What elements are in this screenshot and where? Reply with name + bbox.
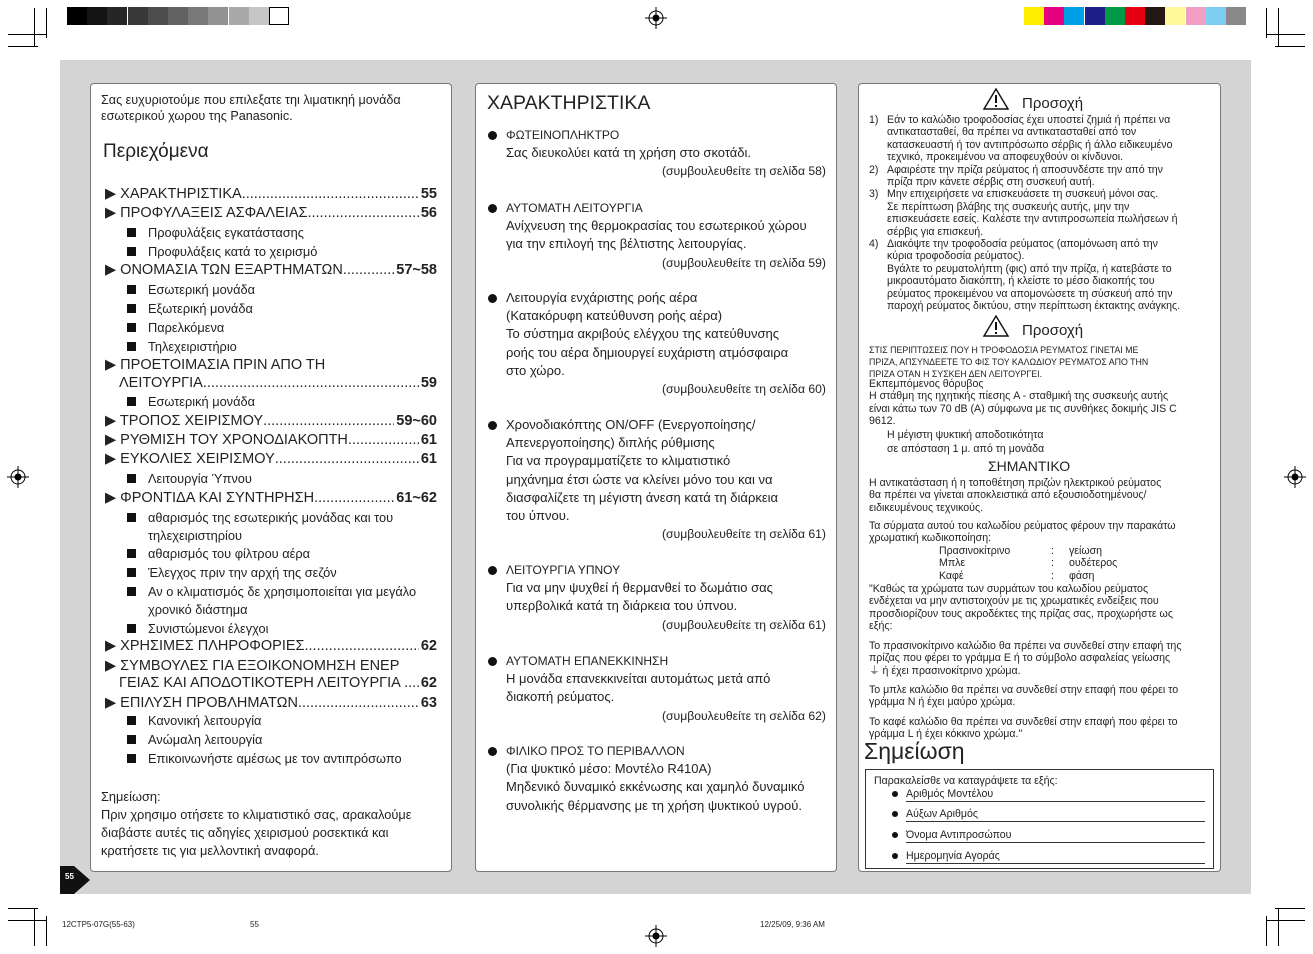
feature-line: Σας διευκολύει κατά τη χρήση στο σκοτάδι.	[506, 145, 752, 161]
gray-swatch	[208, 7, 228, 25]
toc-subitem-label: χρονικό διάστημα	[148, 602, 248, 617]
bullet-square-icon	[127, 323, 136, 332]
toc-label: ▶ ΠΡΟΕΤΟΙΜΑΣΙΑ ΠΡΙΝ ΑΠΟ ΤΗ	[105, 357, 326, 373]
feature-item	[488, 199, 826, 272]
feature-reference: (συμβουλευθείτε τη σελίδα 61)	[661, 617, 826, 632]
toc-subitem-label: Εσωτερική μονάδα	[148, 282, 256, 297]
color-swatch	[1085, 7, 1105, 25]
toc-subitem-label: Παρελκόμενα	[148, 320, 225, 335]
brown-wire-line: Το καφέ καλώδιο θα πρέπει να συνδεθεί στην επαφή που φέρει το	[869, 716, 1178, 728]
caution-number: 4)	[869, 238, 879, 250]
caution-number: 3)	[869, 188, 879, 201]
toc-page: 56	[420, 205, 437, 221]
wire-color: Καφέ	[939, 569, 964, 582]
color-swatch	[1186, 7, 1206, 25]
wires-intro-line: χρωματική κωδικοποίηση:	[869, 532, 992, 545]
record-intro: Παρακαλείσθε να καταγράψετε τα εξής:	[874, 775, 1058, 787]
registration-mark-left	[7, 466, 29, 488]
bullet-dot-icon	[488, 747, 497, 756]
toc-subitem	[127, 224, 304, 242]
record-field-label: Όνομα Αντιπροσώπου	[906, 829, 1012, 841]
toc-leader	[343, 261, 394, 279]
important-title: ΣΗΜΑΝΤΙΚΟ	[988, 458, 1071, 474]
color-swatch	[1125, 7, 1145, 25]
color-swatch	[1064, 7, 1084, 25]
registration-mark-right	[1284, 466, 1306, 488]
caution-line: μικροαυτόματο διακόπτη, ή κλείστε το μέσο διακοπής του	[887, 275, 1155, 288]
toc-label: ▶ ΣΥΜΒΟΥΛΕΣ ΓΙΑ ΕΞΟΙΚΟΝΟΜΗΣΗ ΕΝΕΡ	[105, 658, 400, 674]
noise-line: Εκπεμπόμενος θόρυβος	[869, 378, 984, 390]
toc-leader	[263, 412, 394, 430]
toc-entry	[105, 412, 437, 430]
toc-subitem-label: τηλεχειριστηρίου	[148, 528, 242, 543]
caution-line: κύρια τροφοδοσία ρεύματος).	[887, 250, 1025, 263]
warning-triangle-icon	[983, 88, 1009, 110]
contents-title: Περιεχόμενα	[103, 141, 209, 162]
toc-subitem-label: αθαρισμός της εσωτερικής μονάδας και του	[148, 510, 394, 525]
feature-reference: (συμβουλευθείτε τη σελίδα 58)	[661, 164, 826, 179]
toc-page: 61	[420, 432, 437, 448]
feature-heading: Χρονοδιακόπτης ON/OFF (Ενεργοποίησης/	[506, 417, 756, 432]
toc-leader	[305, 637, 419, 655]
toc-leader	[412, 674, 419, 692]
feature-line: (Κατακόρυφη κατεύθυνση ροής αέρα)	[506, 308, 723, 324]
record-field-line	[906, 863, 1205, 864]
caution-number: 2)	[869, 163, 879, 176]
brown-wire-line: γράμμα L ή έχει κόκκινο χρώμα."	[869, 728, 1023, 741]
capacity-line: Η μέγιστη ψυκτική αποδοτικότητα	[887, 429, 1044, 441]
feature-line: Ανίχνευση της θερμοκρασίας του εσωτερικού χώρου	[506, 218, 807, 234]
toc-subitem	[127, 564, 337, 582]
caution2-line: ΠΡΙΖΑ ΟΤΑΝ Η ΣΥΣΚΕΗ ΔΕΝ ΛΕΙΤΟΥΡΓΕΙ.	[869, 369, 1043, 379]
feature-item	[488, 561, 826, 634]
bullet-dot-icon	[488, 421, 497, 430]
toc-subitem-label: Συνιστώμενοι έλεγχοι	[148, 621, 269, 636]
toc-entry	[105, 261, 437, 279]
caution2-title: Προσοχή	[1022, 322, 1084, 339]
toc-entry	[105, 204, 437, 222]
bullet-dot-icon	[488, 131, 497, 140]
toc-page: 62	[420, 638, 437, 654]
gray-swatch	[128, 7, 148, 25]
toc-page: 55	[420, 186, 437, 202]
caution-line: Αφαιρέστε την πρίζα ρεύματος ή αποσυνδέστε την από την	[887, 163, 1163, 176]
caution2-line: ΣΤΙΣ ΠΕΡΙΠΤΩΣΕΙΣ ΠΟΥ Η ΤΡΟΦΟΔΟΣΙΑ ΡΕΥΜΑΤΟΣ ΓΙΝΕΤΑΙ ΜΕ	[869, 345, 1139, 355]
toc-subitem	[127, 300, 253, 318]
color-swatch	[1165, 7, 1185, 25]
bullet-dot-icon	[892, 853, 898, 859]
bullet-dot-icon	[488, 566, 497, 575]
intro-text: Σας ευχυριοτούμε που επιλεξατε τηι λιματικηή μονάδα εσωτερικού χωρου της Panasonic.	[101, 93, 401, 123]
toc-subitem-label: Εξωτερική μονάδα	[148, 301, 253, 316]
gray-swatch	[67, 7, 87, 25]
toc-leader	[242, 185, 419, 203]
feature-heading: ΛΕΙΤΟΥΡΓΙΑ ΥΠΝΟΥ	[506, 563, 621, 577]
page-badge-number: 55	[65, 872, 74, 881]
important-line: ειδικευμένους τεχνικούς.	[869, 501, 984, 514]
toc-subitem-label: αθαρισμός του φίλτρου αέρα	[148, 546, 311, 561]
feature-line: Μηδενικό δυναμικό εκκένωσης και χαμηλό δυναμικό	[506, 779, 805, 795]
bullet-dot-icon	[892, 832, 898, 838]
wires-note-line: εξής:	[869, 620, 893, 633]
feature-item	[488, 126, 826, 181]
feature-heading: Λειτουργία ενχάριστης ροής αέρα	[506, 290, 698, 305]
gray-swatch	[188, 7, 208, 25]
bullet-square-icon	[127, 285, 136, 294]
toc-subitem-label: Λειτουργία Ύπνου	[148, 471, 252, 486]
bullet-dot-icon	[892, 811, 898, 817]
toc-subitem-label: Αν ο κλιματισμός δε χρησιμοποιείται για μεγάλο	[148, 584, 417, 599]
feature-item	[488, 652, 826, 725]
toc-subitem	[148, 527, 242, 545]
bullet-dot-icon	[892, 791, 898, 797]
toc-entry	[105, 185, 437, 203]
toc-leader	[348, 431, 419, 449]
toc-label: ▶ ΤΡΟΠΟΣ ΧΕΙΡΙΣΜΟΥ	[105, 413, 264, 429]
bullet-square-icon	[127, 587, 136, 596]
toc-page: 59	[420, 375, 437, 391]
record-field-line	[906, 842, 1205, 843]
toc-page: 61~62	[396, 490, 437, 506]
green-wire-line: πρίζας που φέρει το γράμμα E ή το σύμβολο ασφαλείας γείωσης	[869, 652, 1171, 665]
toc-leader	[275, 450, 419, 468]
note-line: Πριν χρησιμο οτήσετε το κλιματιστικό σας, αρακαλούμε	[101, 807, 412, 822]
toc-entry	[119, 674, 437, 692]
gray-swatch	[229, 7, 249, 25]
wire-meaning: γείωση	[1069, 545, 1103, 557]
caution-line: επισκευάσετε εσείς. Καλέστε την αντιπροσωπεία πωλήσεων ή	[887, 213, 1178, 226]
toc-subitem-label: Έλεγχος πριν την αρχή της σεζόν	[148, 565, 337, 580]
bullet-dot-icon	[488, 657, 497, 666]
color-swatch	[1105, 7, 1125, 25]
feature-item	[488, 742, 826, 815]
color-swatch	[1145, 7, 1165, 25]
note-line: διαβάστε αυτές τις αδηγίες χειρισμού ροσεκτικά και	[101, 825, 389, 840]
feature-reference: (συμβουλευθείτε τη σελίδα 60)	[661, 382, 826, 397]
caution-line: Διακόψτε την τροφοδοσία ρεύματος (απομόνωση από την	[887, 238, 1158, 250]
record-field-label: Αριθμός Μοντέλου	[906, 788, 994, 800]
footer-page: 55	[250, 920, 259, 929]
features-title: ΧΑΡΑΚΤΗΡΙΣΤΙΚΑ	[487, 92, 651, 114]
blue-wire-line: γράμμα N ή έχει μαύρο χρώμα.	[869, 696, 1016, 709]
caution-line: Εάν το καλώδιο τροφοδοσίας έχει υποστεί ζημιά ή πρέπει να	[887, 114, 1171, 126]
feature-heading: ΑΥΤΟΜΑΤΗ ΛΕΙΤΟΥΡΓΙΑ	[506, 201, 643, 215]
toc-subitem	[127, 712, 261, 730]
toc-subitem	[127, 319, 224, 337]
feature-body	[506, 126, 826, 181]
record-field-line	[906, 821, 1205, 822]
noise-line: 9612.	[869, 415, 896, 428]
feature-line: Απενεργοποίησης) διπλής ρύθμισης	[506, 435, 715, 451]
toc-label: ▶ ΡΥΘΜΙΣΗ ΤΟΥ ΧΡΟΝΟΔΙΑΚΟΠΤΗ	[105, 432, 348, 448]
toc-label: ▶ ΕΥΚΟΛΙΕΣ ΧΕΙΡΙΣΜΟΥ	[105, 451, 275, 467]
toc-label: ▶ ΕΠΙΛΥΣΗ ΠΡΟΒΛΗΜΑΤΩΝ	[105, 695, 298, 711]
bullet-square-icon	[127, 513, 136, 522]
important-line: θα πρέπει να γίνεται αποκλειστικά από εξουσιοδοτημένους/	[869, 489, 1147, 502]
wire-meaning: φάση	[1069, 569, 1095, 582]
features-panel	[475, 83, 837, 872]
feature-item	[488, 289, 826, 398]
toc-entry	[105, 657, 437, 675]
footer-timestamp: 12/25/09, 9:36 AM	[760, 920, 825, 929]
bullet-square-icon	[127, 228, 136, 237]
feature-body	[506, 742, 826, 815]
warning-triangle-icon-2	[983, 315, 1009, 337]
toc-label: ▶ ΧΡΗΣΙΜΕΣ ΠΛΗΡΟΦΟΡΙΕΣ	[105, 638, 305, 654]
color-swatch	[1024, 7, 1044, 25]
toc-page: 62	[420, 675, 437, 691]
note-line: κρατήσετε τις για μελλοντική αναφορά.	[101, 843, 319, 858]
color-swatch	[1206, 7, 1226, 25]
feature-line: Για να μην ψυχθεί ή θερμανθεί το δωμάτιο σας	[506, 580, 773, 596]
toc-entry	[105, 637, 437, 655]
feature-line: διακοπή ρεύματος.	[506, 689, 615, 705]
caution-line: ρεύματος προκειμένου να απομονώσετε τη σύσκευή από την	[887, 287, 1173, 300]
noise-line: Η στάθμη της ηχητικής πίεσης A - σταθμική της συσκευής αυτής	[869, 390, 1169, 403]
caution-line: Σε περίπτωση βλάβης της συσκευής αυτής, μην την	[887, 200, 1130, 213]
toc-subitem-label: Προφυλάξεις εγκατάστασης	[148, 225, 304, 240]
feature-line: ροής του αέρα δημιουργεί ευχάριστη ατμόσφαιρα	[506, 344, 789, 360]
registration-mark-bottom	[645, 925, 667, 947]
bullet-square-icon	[127, 474, 136, 483]
caution-line: αντικατασταθεί, θα πρέπει να αντικατασταθεί από τον	[887, 126, 1137, 139]
feature-line: συνολικής θέρμανσης με τη χρήση ψυκτικού υγρού.	[506, 797, 803, 813]
feature-heading: ΦΩΤΕΙΝΟΠΛΗΚΤΡΟ	[506, 128, 620, 142]
bullet-dot-icon	[488, 294, 497, 303]
feature-line: (Για ψυκτικό μέσο: Μοντέλο R410A)	[506, 761, 712, 777]
toc-leader	[298, 694, 419, 712]
toc-subitem	[127, 583, 416, 601]
important-line: Η αντικατάσταση ή η τοποθέτηση πριζών ηλεκτρικού ρεύματος	[869, 477, 1162, 489]
toc-subitem-label: Επικοινωνήστε αμέσως με τον αντιπρόσωπο	[148, 751, 402, 766]
toc-subitem-label: Κανονική λειτουργία	[148, 713, 262, 728]
bullet-square-icon	[127, 247, 136, 256]
note-heading: Σημείωση	[864, 738, 965, 764]
blue-wire-line: Το μπλε καλώδιο θα πρέπει να συνδεθεί στην επαφή που φέρει το	[869, 684, 1179, 696]
feature-line: Το σύστημα ακριβούς ελέγχου της κατεύθυνσης	[506, 326, 779, 342]
feature-item	[488, 416, 826, 543]
gray-swatch	[148, 7, 168, 25]
toc-label: ▶ ΠΡΟΦΥΛΑΞΕΙΣ ΑΣΦΑΛΕΙΑΣ	[105, 205, 308, 221]
feature-body	[506, 561, 826, 634]
caution-line: τεχνικό, προκειμένου να αποφευχθούν οι κίνδυνοι.	[887, 151, 1124, 164]
gray-swatch	[269, 7, 289, 25]
toc-subitem	[127, 470, 252, 488]
toc-label: ▶ ΦΡΟΝΤΙΔΑ ΚΑΙ ΣΥΝΤΗΡΗΣΗ	[105, 490, 315, 506]
toc-entry	[105, 489, 437, 507]
toc-subitem	[127, 620, 268, 638]
bullet-square-icon	[127, 342, 136, 351]
record-field-label: Αύξων Αριθμός	[906, 808, 978, 820]
footer-file: 12CTP5-07G(55-63)	[62, 920, 135, 929]
feature-body	[506, 199, 826, 272]
caution-title: Προσοχή	[1022, 95, 1084, 112]
contents-panel	[90, 83, 452, 872]
bullet-dot-icon	[488, 204, 497, 213]
caution-line: Βγάλτε το ρευματολήπτη (φις) από την πρίζα, ή κατεβάστε το	[887, 262, 1172, 275]
toc-label: ▶ ΟΝΟΜΑΣΙΑ ΤΩΝ ΕΞΑΡΤΗΜΑΤΩΝ	[105, 262, 343, 278]
toc-entry	[105, 431, 437, 449]
toc-page: 59~60	[396, 413, 437, 429]
feature-reference: (συμβουλευθείτε τη σελίδα 62)	[661, 708, 826, 723]
bullet-square-icon	[127, 568, 136, 577]
feature-heading: ΦΙΛΙΚΟ ΠΡΟΣ ΤΟ ΠΕΡΙΒΑΛΛΟΝ	[506, 744, 685, 758]
bullet-square-icon	[127, 397, 136, 406]
caution-line: παροχή ρεύματος δικτύου, στην περίπτωση έκτακτης ανάγκης.	[887, 300, 1181, 312]
record-box	[865, 769, 1214, 869]
green-wire-line: ⏚ ή έχει πρασινοκίτρινο χρώμα.	[869, 664, 1021, 677]
wires-note-line: προσδιορίζουν τους ακροδέκτες της πρίζας σας, προχωρήστε ως	[869, 607, 1173, 620]
toc-subitem-label: Εσωτερική μονάδα	[148, 394, 256, 409]
toc-subitem	[148, 601, 247, 619]
toc-subitem	[127, 393, 255, 411]
wire-sep: :	[1051, 557, 1054, 570]
wire-color: Πρασινοκίτρινο	[939, 545, 1011, 557]
bullet-square-icon	[127, 735, 136, 744]
record-field-line	[906, 801, 1205, 802]
toc-page: 61	[420, 451, 437, 467]
toc-subitem	[127, 281, 255, 299]
feature-line: για την επιλογή της βέλτιστης λειτουργίας.	[506, 236, 747, 252]
note-title: Σημείωση:	[101, 789, 161, 804]
toc-leader	[203, 374, 419, 392]
bullet-square-icon	[127, 304, 136, 313]
toc-entry	[105, 356, 437, 374]
feature-reference: (συμβουλευθείτε τη σελίδα 61)	[661, 527, 826, 542]
toc-leader	[307, 204, 418, 222]
caution2-line: ΠΡΙΖΑ, ΑΠΣΥΝΔΕΕΤΕ ΤΟ ΦΙΣ ΤΟΥ ΚΑΛΩΔΙΟΥ ΡΕΥΜΑΤΟΣ ΑΠΟ ΤΗΝ	[869, 357, 1149, 367]
toc-page: 57~58	[396, 262, 437, 278]
wires-note-line: "Καθώς τα χρώματα των συρμάτων του καλωδίου ρεύματος	[869, 583, 1149, 595]
toc-entry	[119, 374, 437, 392]
toc-label: ΓΕΙΑΣ ΚΑΙ ΑΠΟΔΟΤΙΚΟΤΕΡΗ ΛΕΙΤΟΥΡΓΙΑ ..	[119, 675, 413, 691]
toc-subitem	[127, 243, 317, 261]
gray-swatch	[168, 7, 188, 25]
toc-leader	[314, 489, 394, 507]
toc-subitem-label: Ανώμαλη λειτουργία	[148, 732, 263, 747]
feature-body	[506, 289, 826, 398]
feature-line: μηχάνημα έτσι ώστε να κλείνει μόνο του και να	[506, 471, 773, 487]
color-swatch	[1044, 7, 1064, 25]
bullet-square-icon	[127, 716, 136, 725]
caution-line: σέρβις για επισκευή.	[887, 225, 984, 238]
wire-sep: :	[1051, 545, 1054, 557]
feature-line: στο χώρο.	[506, 362, 565, 378]
safety-panel	[858, 83, 1221, 872]
feature-line: του ύπνου.	[506, 508, 570, 524]
feature-line: διασφαλίζετε τη μέγιστη άνεση κατά τη διάρκεια	[506, 489, 779, 505]
feature-body	[506, 652, 826, 725]
gray-swatch	[107, 7, 127, 25]
feature-line: υπερβολικά κατά τη διάρκεια του ύπνου.	[506, 598, 738, 614]
registration-mark-top	[645, 7, 667, 29]
green-wire-line: Το πρασινοκίτρινο καλώδιο θα πρέπει να συνδεθεί στην επαφή της	[869, 640, 1182, 652]
bullet-square-icon	[127, 754, 136, 763]
wire-meaning: ουδέτερος	[1069, 557, 1118, 570]
feature-reference: (συμβουλευθείτε τη σελίδα 59)	[661, 255, 826, 270]
toc-entry	[105, 694, 437, 712]
capacity-line: σε απόσταση 1 μ. από τη μονάδα	[887, 443, 1045, 455]
feature-line: Για να προγραμματίζετε το κλιματιστικό	[506, 453, 731, 469]
toc-label: ▶ ΧΑΡΑΚΤΗΡΙΣΤΙΚΑ	[105, 186, 242, 202]
caution-number: 1)	[869, 114, 879, 126]
caution-line: κατασκευαστή ή τον αντιπρόσωπο σέρβις ή άλλο ειδικευμένο	[887, 138, 1173, 151]
feature-body	[506, 416, 826, 543]
toc-subitem	[127, 750, 402, 768]
wire-sep: :	[1051, 569, 1054, 582]
wires-note-line: ενδέχεται να μην αντιστοιχούν με τις χρωματικές ενδείξεις που	[869, 595, 1159, 608]
gray-swatch	[87, 7, 107, 25]
toc-subitem	[127, 509, 393, 527]
toc-subitem	[127, 545, 310, 563]
wire-color: Μπλε	[939, 557, 966, 570]
toc-label: ΛΕΙΤΟΥΡΓΙΑ	[119, 375, 203, 391]
record-field-label: Ημερομηνία Αγοράς	[906, 850, 1000, 862]
toc-subitem-label: Τηλεχειριστήριο	[148, 339, 237, 354]
wires-intro-line: Τα σύρματα αυτού του καλωδίου ρεύματος φέρουν την παρακάτω	[869, 520, 1176, 532]
caution-line: Μην επιχειρήσετε να επισκευάσετε τη συσκευή μόνοι σας.	[887, 188, 1159, 201]
gray-swatch	[249, 7, 269, 25]
toc-entry	[105, 450, 437, 468]
feature-line: Η μονάδα επανεκκινείται αυτομάτως μετά από	[506, 671, 771, 687]
feature-heading: ΑΥΤΟΜΑΤΗ ΕΠΑΝΕΚΚΙΝΗΣΗ	[506, 654, 669, 668]
toc-subitem-label: Προφυλάξεις κατά το χειρισμό	[148, 244, 318, 259]
toc-subitem	[127, 731, 262, 749]
toc-subitem	[127, 338, 237, 356]
toc-page: 63	[420, 695, 437, 711]
caution-line: πρίζα πριν κάνετε σέρβις στη συσκευή αυτή.	[887, 176, 1095, 188]
bullet-square-icon	[127, 624, 136, 633]
noise-line: είναι κάτω των 70 dB (A) σύμφωνα με τις συνθήκες δοκιμής JIS C	[869, 402, 1177, 415]
bullet-square-icon	[127, 549, 136, 558]
color-swatch	[1226, 7, 1246, 25]
